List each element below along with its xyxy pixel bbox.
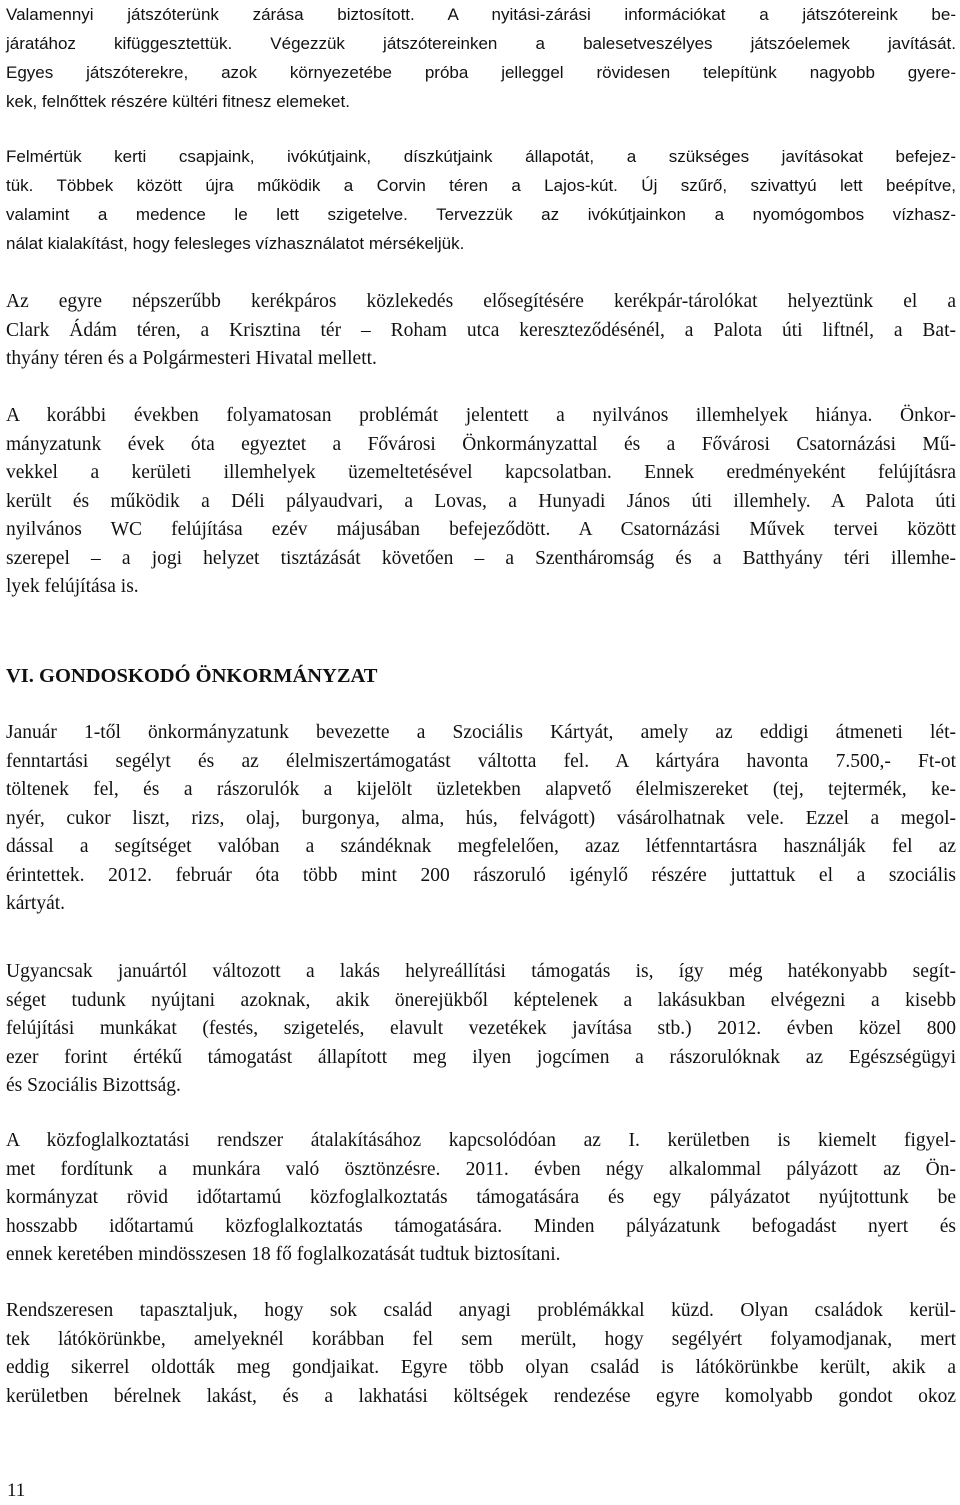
text-line: Január 1-től önkormányzatunk bevezette a Szociális Kártyát, amely az eddigi átmeneti lét- <box>6 722 956 743</box>
text-line: vekkel a kerületi illemhelyek üzemeltetésével kapcsolatban. Ennek eredményeként felújításra <box>6 462 956 483</box>
text-line: kerületben bérelnek lakást, és a lakhatási költségek rendezése egyre komolyabb gondot okoz <box>6 1385 956 1407</box>
text-line: kártyát. <box>6 893 66 914</box>
text-line: lyek felújítása is. <box>6 576 139 597</box>
text-line: thyány téren és a Polgármesteri Hivatal mellett. <box>6 348 377 369</box>
text-line: A közfoglalkoztatási rendszer átalakításához kapcsolódóan az I. kerületben is kiemelt figyel- <box>6 1130 956 1151</box>
text-line: járatához kifüggesztettük. Végezzük játszótereinken a balesetveszélyes játszóelemek javítását. <box>6 34 956 53</box>
text-line: nyér, cukor liszt, rizs, olaj, burgonya, alma, hús, felvágott) vásárolhatnak vele. Ezzel a megol- <box>6 807 956 829</box>
paragraph-bicycle-racks <box>6 288 956 374</box>
text-line: kormányzat rövid időtartamú közfoglalkoztatás támogatására és egy pályázatot nyújtottunk be <box>6 1187 956 1208</box>
text-line: nálat kialakítást, hogy felesleges vízhasználatot mérsékeljük. <box>6 234 465 253</box>
text-line: A korábbi években folyamatosan problémát jelentett a nyilvános illemhelyek hiánya. Önkor- <box>6 405 956 426</box>
text-line: ezer forint értékű támogatást állapított meg ilyen jogcímen a rászorulóknak az Egészségügyi <box>6 1046 956 1068</box>
text-line: felújítási munkákat (festés, szigetelés, elavult vezetékek javítása stb.) 2012. évben közel 800 <box>6 1018 956 1039</box>
text-line: tek látókörünkbe, amelyeknél korábban fel sem merült, hogy segélyért folyamodjanak, mert <box>6 1328 956 1350</box>
paragraph-public-toilets <box>6 402 956 602</box>
text-line: kek, felnőttek részére kültéri fitnesz elemeket. <box>6 92 350 111</box>
text-line: eddig sikerrel oldották meg gondjaikat. Egyre több olyan család is látókörünkbe került, akik a <box>6 1357 956 1378</box>
paragraph-playgrounds <box>6 0 956 116</box>
text-line: Rendszeresen tapasztaljuk, hogy sok család anyagi problémákkal küzd. Olyan családok kerül- <box>6 1300 956 1321</box>
text-line: met fordítunk a munkára való ösztönzésre. 2011. évben négy alkalommal pályázott az Ön- <box>6 1158 956 1180</box>
paragraph-fountains <box>6 142 956 258</box>
text-line: valamint a medence le lett szigetelve. Tervezzük az ivókútjainkon a nyomógombos vízhasz- <box>6 205 956 224</box>
text-line: Az egyre népszerűbb kerékpáros közlekedés elősegítésére kerékpár-tárolókat helyeztünk el a <box>6 291 956 312</box>
text-line: mányzatunk évek óta egyeztet a Fővárosi Önkormányzattal és a Fővárosi Csatornázási Mű- <box>6 433 956 455</box>
text-line: érintettek. 2012. február óta több mint 200 rászoruló igénylő részére juttattuk el a szociális <box>6 864 956 886</box>
paragraph-social-card <box>6 719 956 919</box>
text-line: Valamennyi játszóterünk zárása biztosított. A nyitási-zárási információkat a játszótereink be- <box>6 5 956 24</box>
section-heading: VI. GONDOSKODÓ ÖNKORMÁNYZAT <box>6 665 378 687</box>
paragraph-public-employment <box>6 1127 956 1270</box>
text-line: séget tudunk nyújtani azoknak, akik önerejükből képtelenek a lakásukban elvégezni a kisebb <box>6 989 956 1011</box>
text-line: Ugyancsak januártól változott a lakás helyreállítási támogatás is, így még hatékonyabb segít- <box>6 961 956 982</box>
text-line: és Szociális Bizottság. <box>6 1075 181 1096</box>
text-line: szerepel – a jogi helyzet tisztázását követően – a Szentháromság és a Batthyány téri illemhe- <box>6 547 956 569</box>
text-line: dással a segítséget valóban a szándéknak megfelelően, azaz létfenntartásra használják fel az <box>6 836 956 857</box>
text-line: Clark Ádám téren, a Krisztina tér – Roham utca kereszteződésénél, a Palota úti liftnél, a Bat- <box>6 319 956 341</box>
text-line: Felmértük kerti csapjaink, ivókútjaink, díszkútjaink állapotát, a szükséges javításokat befejez- <box>6 147 956 166</box>
text-line: nyilvános WC felújítása ezév májusában befejeződött. A Csatornázási Művek tervei között <box>6 519 956 540</box>
paragraph-housing-support <box>6 958 956 1101</box>
text-line: Egyes játszóterekre, azok környezetébe próba jelleggel rövidesen telepítünk nagyobb gyere- <box>6 63 956 82</box>
text-line: töltenek fel, és a rászorulók a kijelölt üzletekben alapvető élelmiszereket (tej, tejtermék, ke- <box>6 779 956 800</box>
text-line: tük. Többek között újra működik a Corvin téren a Lajos-kút. Új szűrő, szivattyú lett beépítve, <box>6 176 956 195</box>
text-line: hosszabb időtartamú közfoglalkoztatás támogatására. Minden pályázatunk befogadást nyert és <box>6 1215 956 1237</box>
paragraph-families-in-need <box>6 1297 956 1411</box>
text-line: fenntartási segélyt és az élelmiszertámogatást váltotta fel. A kártyára havonta 7.500,- Ft-ot <box>6 750 956 772</box>
text-line: ennek keretében mindösszesen 18 fő foglalkozatását tudtuk biztosítani. <box>6 1244 561 1265</box>
page-number: 11 <box>7 1480 26 1501</box>
text-line: került és működik a Déli pályaudvari, a Lovas, a Hunyadi János úti illemhely. A Palota úti <box>6 490 956 512</box>
